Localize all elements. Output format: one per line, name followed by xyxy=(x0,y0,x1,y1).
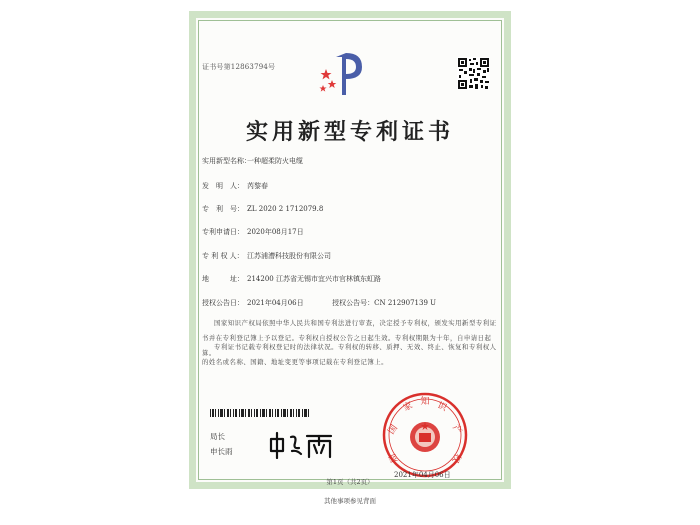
director-label: 申长雨 xyxy=(210,447,233,456)
field-label: 授权公告日： xyxy=(202,299,244,307)
field-grant-info xyxy=(202,298,436,308)
signature-icon xyxy=(267,431,337,459)
field-label: 地 址： xyxy=(202,275,244,283)
field-label: 实用新型名称： xyxy=(202,157,251,165)
cnipa-logo-icon xyxy=(316,47,372,99)
svg-text:知: 知 xyxy=(420,396,430,406)
field-label: 专 利 号： xyxy=(202,205,244,213)
field-address xyxy=(202,274,381,284)
grant-date: 2021年04月06日 xyxy=(247,299,304,307)
seal-date: 2021年04月06日 xyxy=(394,471,451,479)
publication-label: 授权公告号： xyxy=(332,299,375,307)
svg-text:权: 权 xyxy=(450,452,464,465)
field-label: 专 利 权 人： xyxy=(202,252,244,260)
svg-text:国: 国 xyxy=(385,422,400,436)
bureau-label: 局长 xyxy=(210,432,225,441)
footer-note: 其他事项参见背面 xyxy=(324,497,376,505)
patent-certificate xyxy=(189,11,511,489)
field-value: 江苏浦漕科技股份有限公司 xyxy=(247,252,331,260)
field-value: 2020年08月17日 xyxy=(247,228,304,236)
svg-text:局: 局 xyxy=(386,452,400,465)
svg-text:家: 家 xyxy=(401,399,414,413)
field-inventor xyxy=(202,181,268,191)
field-application-date xyxy=(202,227,304,237)
field-utility-name xyxy=(202,156,303,166)
qr-code-icon xyxy=(457,57,490,90)
publication-number: CN 212907139 U xyxy=(374,299,437,307)
field-value: 一种超柔防火电缆 xyxy=(247,157,303,165)
field-label: 发 明 人： xyxy=(202,182,244,190)
svg-text:识: 识 xyxy=(436,399,449,413)
certificate-number: 证书号第12863794号 xyxy=(202,63,276,71)
field-patentee xyxy=(202,251,331,261)
barcode-icon xyxy=(210,409,310,417)
certificate-title: 实用新型专利证书 xyxy=(245,119,454,145)
field-value: ZL 2020 2 1712079.8 xyxy=(247,205,324,213)
field-patent-number xyxy=(202,204,323,214)
legal-status-paragraph: 专利证书记载专利权登记时的法律状况。专利权的转移、质押、无效、终止、恢复和专利权人的姓名或名称、国籍、地址变更等事项记载在专利登记簿上。 xyxy=(202,343,497,366)
grant-statement-paragraph: 国家知识产权局依照中华人民共和国专利法进行审查，决定授予专利权，颁发实用新型专利证书并在专利登记簿上予以登记。专利权自授权公告之日起生效。专利权期限为十年，自申请日起算。 xyxy=(202,319,497,357)
field-value: 芮黎春 xyxy=(247,182,268,190)
page-indicator: 第1页（共2页） xyxy=(326,478,374,486)
field-label: 专利申请日： xyxy=(202,228,244,236)
official-seal-icon xyxy=(381,391,469,479)
field-value: 214200 江苏省无锡市宜兴市官林镇东虹路 xyxy=(247,275,381,283)
svg-text:产: 产 xyxy=(450,422,465,436)
